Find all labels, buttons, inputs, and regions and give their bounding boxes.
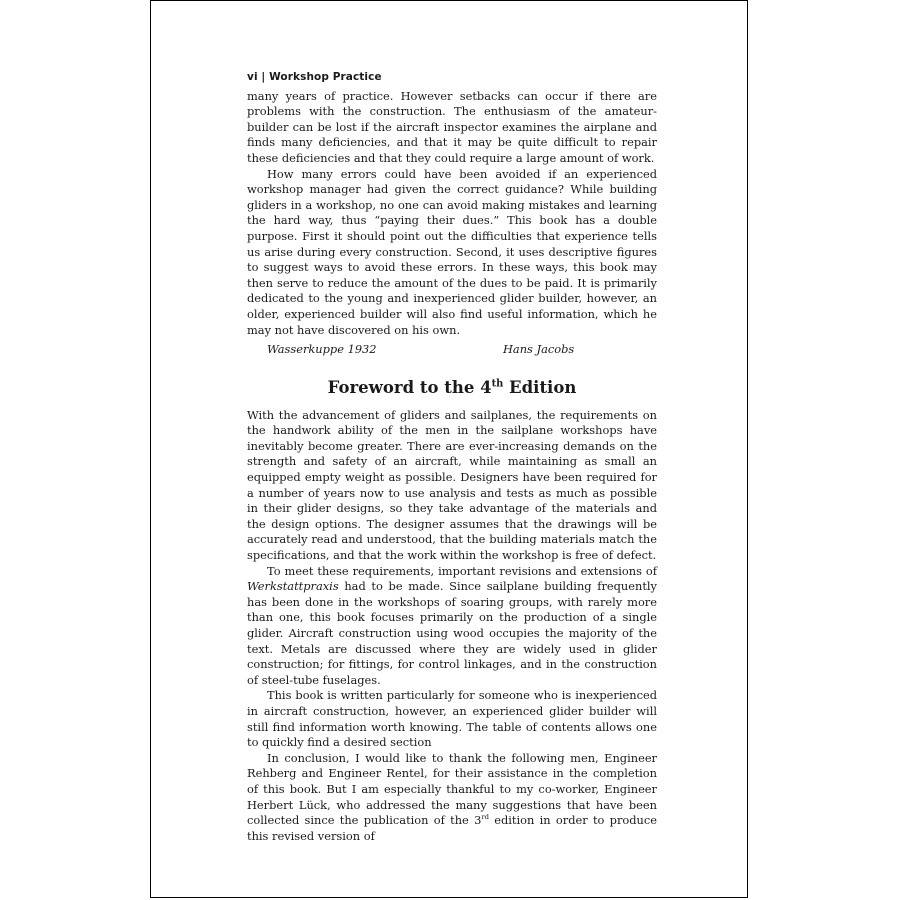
preface-signature — [247, 342, 657, 358]
signature-name: Hans Jacobs — [503, 342, 575, 357]
book-page — [150, 0, 748, 898]
page-content — [247, 70, 657, 844]
preface-paragraph-1: many years of practice. However setbacks can occur if there are problems with the construction. The enthusiasm of the amateur-builder can be lost if the aircraft inspector examines the airplane and finds many deficiencies, and that it may be quite difficult to repair these deficiencies and that they could require a large amount of work. — [247, 88, 657, 165]
foreword-paragraph-4-start: In conclusion, I would like to thank the following men, Engineer Rehberg and Engineer Rentel, for their assistance in the completion of this book. But I am especially thankful to my co-worker, Engineer Herbert Lück, who addressed the many suggestions that have been collected since the publication of the 3 — [247, 750, 657, 828]
edition-ordinal-sup: rd — [481, 813, 489, 822]
foreword-paragraph-2-start: To meet these requirements, important revisions and extensions of — [267, 563, 657, 578]
foreword-heading — [247, 378, 657, 398]
running-head — [247, 70, 657, 86]
foreword-paragraph-4 — [247, 751, 657, 845]
foreword-paragraph-4-rest: edition in order to produce this revised version of — [247, 813, 658, 843]
page-number: vi — [247, 71, 258, 83]
preface-paragraph-2: How many errors could have been avoided if an experienced workshop manager had given the correct guidance? While building gliders in a workshop, no one can avoid making mistakes and learning the hard way, thus “paying their dues.” This book has a double purpose. First it should point out the difficulties that experience tells us arise during every construction. Second, it uses descriptive figures to suggest ways to avoid these errors. In these ways, this book may then serve to reduce the amount of the dues to be paid. It is primarily dedicated to the young and inexperienced glider builder, however, an older, experienced builder will also find useful information, which he may not have discovered on his own. — [247, 166, 657, 337]
book-title-italic: Werkstattpraxis — [247, 579, 339, 594]
foreword-heading-suffix: Edition — [503, 377, 577, 397]
foreword-heading-sup: th — [491, 378, 504, 390]
running-head-title: Workshop Practice — [269, 71, 382, 83]
foreword-paragraph-2 — [247, 564, 657, 689]
running-head-separator: | — [261, 71, 266, 83]
foreword-paragraph-3: This book is written particularly for someone who is inexperienced in aircraft construction, however, an experienced glider builder will still find information worth knowing. The table of contents allows one to quickly find a desired section — [247, 688, 657, 750]
signature-place: Wasserkuppe 1932 — [267, 342, 377, 357]
foreword-paragraph-1: With the advancement of gliders and sailplanes, the requirements on the handwork ability of the men in the sailplane workshops have inevitably become greater. There are ever-increasing demands on the strength and safety of an aircraft, while maintaining as small an equipped empty weight as possible. Designers have been required for a number of years now to use analysis and tests as much as possible in their glider designs, so they take advantage of the materials and the design options. The designer assumes that the drawings will be accurately read and understood, that the building materials match the specifications, and that the work within the workshop is free of defect. — [247, 407, 657, 563]
foreword-heading-prefix: Foreword to the 4 — [327, 377, 492, 397]
foreword-paragraph-2-rest: had to be made. Since sailplane building frequently has been done in the workshops of soaring groups, with rarely more than one, this book focuses primarily on the production of a single glider. Aircraft construction using wood occupies the majority of the text. Metals are discussed where they are widely used in glider construction; for fittings, for control linkages, and in the construction of steel-tube fuselages. — [247, 579, 657, 687]
